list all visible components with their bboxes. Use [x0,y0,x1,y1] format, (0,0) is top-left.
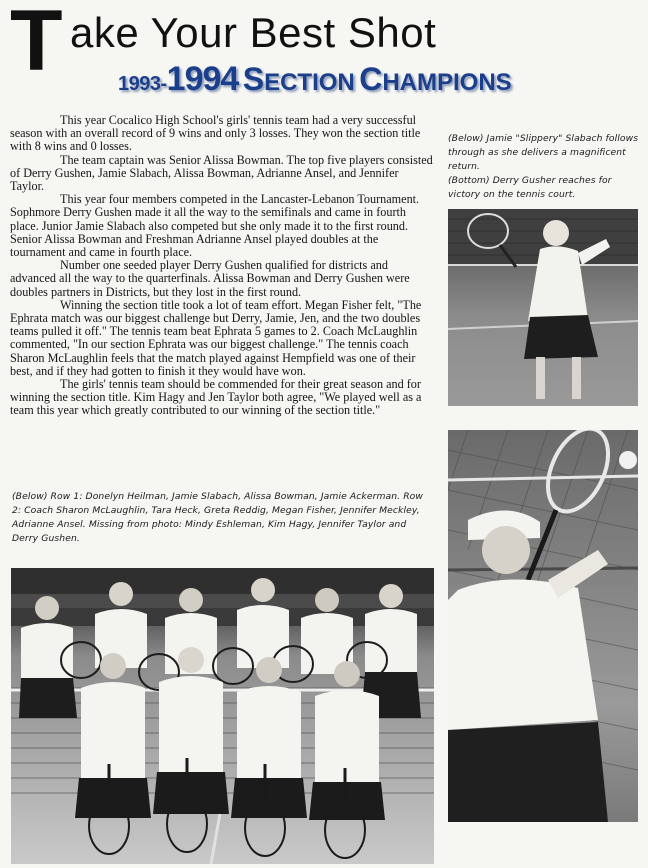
champions-initial: C [359,61,383,97]
photo-player-reach [448,430,638,822]
team-photo-caption: (Below) Row 1: Donelyn Heilman, Jamie Slabach, Alissa Bowman, Jamie Ackerman. Row 2: Coach Sharon McLaughlin, Tara Heck, Greta Reddig, Megan Fisher, Jennifer Meckley, Adrianne Ansel. Missing from photo: Mindy Eshleman, Kim Hagy, Jennifer Taylor and Derry Gushen. [12,491,424,544]
article-paragraph: This year four members competed in the Lancaster-Lebanon Tournament. Sophmore Derry Gushen made it all the way to the semifinals and came in fourth place. Junior Jamie Slabach also competed but she only made it to the first round. Senior Alissa Bowman and Freshman Adrianne Ansel played doubles at the tournament and came in fourth place. [10,192,420,260]
photo-player-serve [448,209,638,406]
article-body [10,114,434,418]
section-rest: ECTION [264,69,355,96]
article-paragraph: The team captain was Senior Alissa Bowman. The top five players consisted of Derry Gushen, Jamie Slabach, Alissa Bowman, Adrianne Ansel, and Jennifer Taylor. [10,152,433,194]
section-initial: S [242,61,265,97]
title-initial: T [10,0,63,89]
champions-rest: HAMPIONS [382,69,512,96]
article-paragraph: This year Cocalico High School's girls' tennis team had a very successful season with an overall record of 9 wins and only 3 losses. They won the section title with 8 wins and 0 losses. [10,113,421,154]
photo-team [11,568,434,864]
title-text: ake Your Best Shot [70,9,437,56]
year-end: 1994 [166,60,239,98]
article-paragraph: Winning the section title took a lot of team effort. Megan Fisher felt, "The Ephrata match was our biggest challenge but Derry, Jamie, Jen, and the two doubles teams pulled it off." The tennis team beat Ephrata 5 games to 2. Coach McLaughlin commented, "In our section Ephrata was our biggest challenge." The tennis coach Sharon McLaughlin feels that the match played against Hempfield was one of their best, and if they had gotten to finish it they would have won. [10,297,422,378]
article-paragraph: Number one seeded player Derry Gushen qualified for districts and advanced all the way to the quarterfinals. Alissa Bowman and Derry Gushen were doubles partners in Districts, but they lost in the first round. [10,258,410,299]
year-start: 1993- [118,73,167,95]
section-champions-heading [118,60,578,100]
article-paragraph: The girls' tennis team should be commended for their great season and for winning the section title. Kim Hagy and Jen Taylor both agree, "We played well as a team this year which greatly contributed to our winning of the section title." [10,377,422,418]
photo-caption-right: (Below) Jamie "Slippery" Slabach follows through as she delivers a magnificent return. (Bottom) Derry Gusher reaches for victory on the tennis court. [448,133,639,200]
